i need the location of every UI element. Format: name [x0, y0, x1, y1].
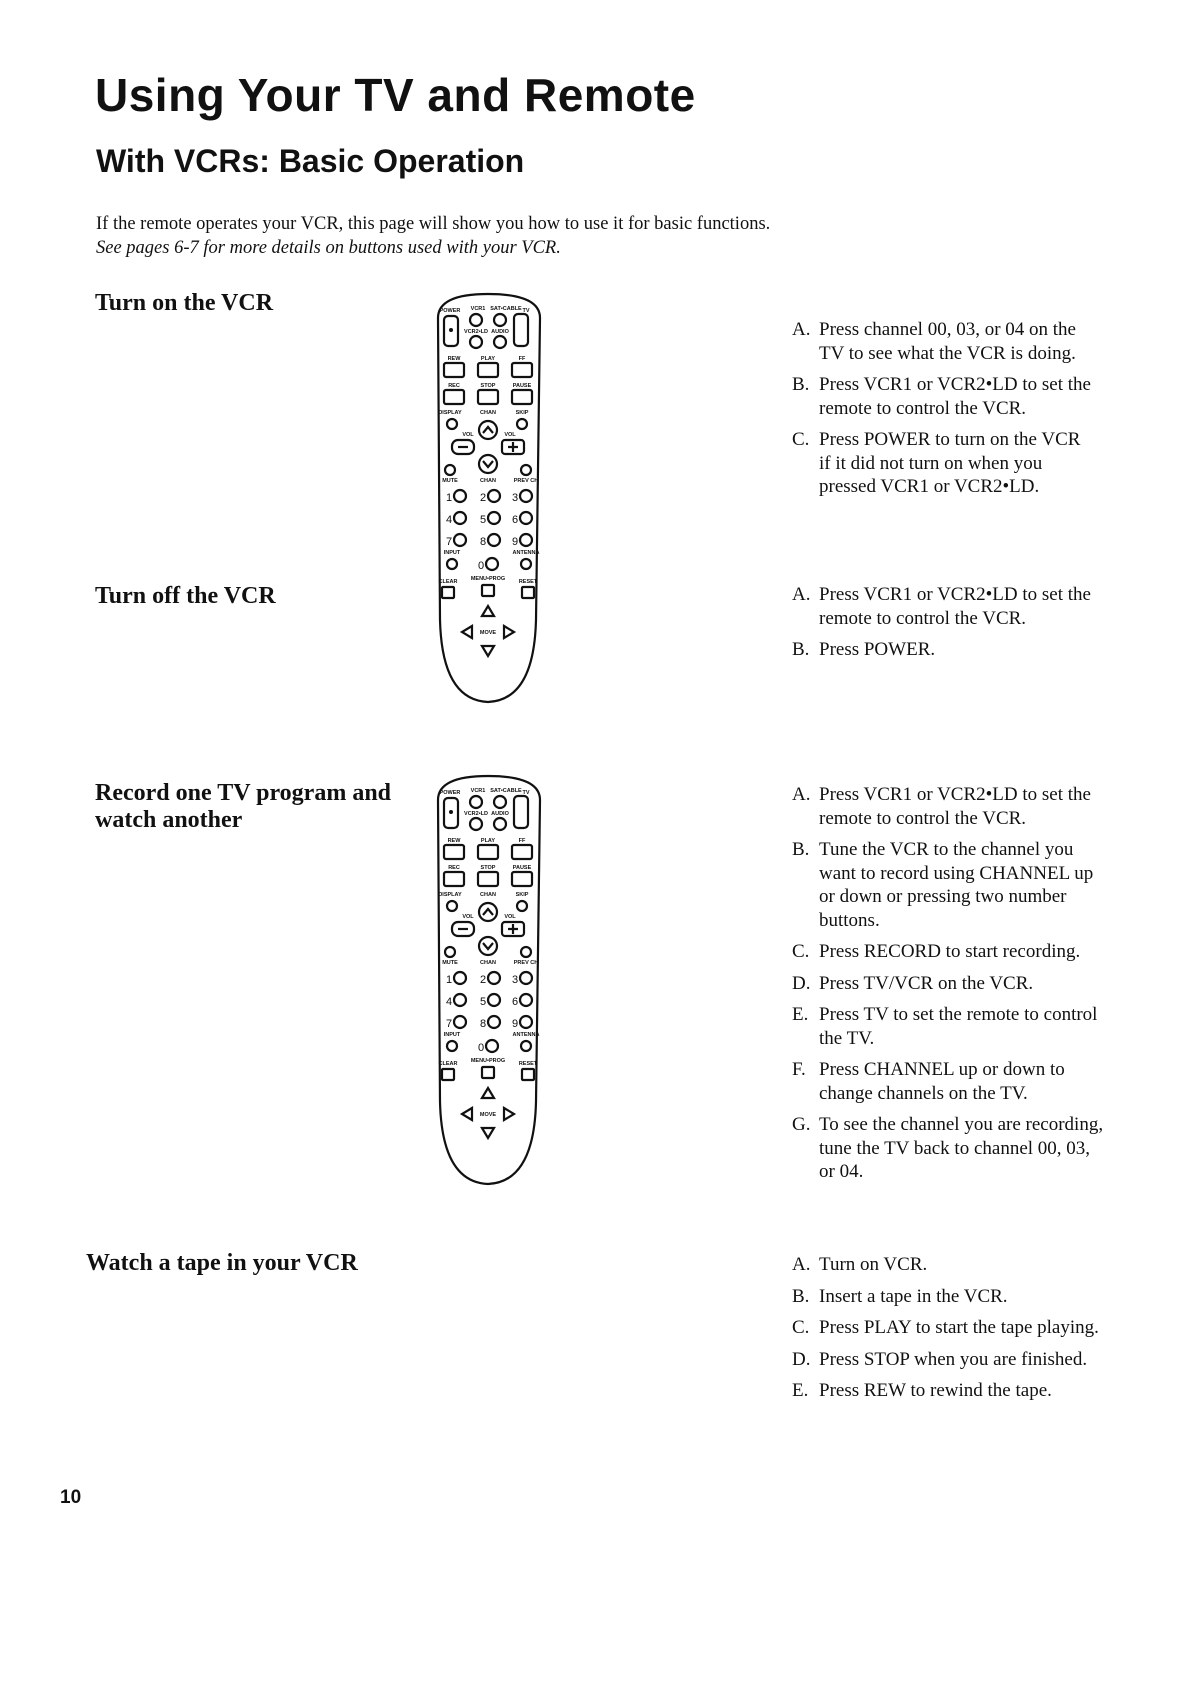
label-vol: VOL	[504, 432, 516, 438]
step-item: A. Press channel 00, 03, or 04 on the TV to see what the VCR is doing.	[792, 319, 1076, 364]
steps-turn-on	[792, 318, 1092, 507]
transport-button	[512, 390, 532, 404]
arrow-down-icon	[482, 1128, 494, 1138]
label-transport-bottom: REC	[448, 865, 460, 871]
digit-button	[520, 512, 532, 524]
label-menu-prog: MENU•PROG	[470, 1058, 506, 1064]
steps-watch-tape	[792, 1253, 1107, 1411]
section-heading-record-watch: Record one TV program and watch another	[95, 780, 392, 833]
label-transport-top: PLAY	[480, 838, 496, 844]
label-vcr2: VCR2•LD	[464, 811, 488, 817]
digit-label: 0	[478, 1042, 485, 1054]
tv-button	[514, 314, 528, 346]
step-item: C. Press PLAY to start the tape playing.	[792, 1317, 1099, 1338]
label-vol: VOL	[462, 914, 474, 920]
menu-button	[482, 585, 494, 596]
label-transport-bottom: REC	[448, 383, 460, 389]
power-dot	[449, 810, 453, 814]
transport-button	[512, 872, 532, 886]
digit-button	[488, 490, 500, 502]
digit-button	[520, 994, 532, 1006]
prev-ch-button	[521, 465, 531, 475]
label-input: INPUT	[443, 550, 461, 556]
label-display: DISPLAY	[438, 410, 462, 416]
chan-down-icon	[483, 461, 493, 467]
digit-label: 8	[480, 536, 487, 548]
remote-diagram-bottom	[418, 772, 558, 1202]
arrow-left-icon	[462, 626, 472, 638]
label-tv: TV	[522, 790, 530, 796]
digit-button	[488, 972, 500, 984]
vcr1-button	[470, 796, 482, 808]
label-reset: RESET	[518, 1061, 538, 1067]
reset-button	[522, 1069, 534, 1080]
label-menu-prog: MENU•PROG	[470, 576, 506, 582]
chan-down-icon	[483, 943, 493, 949]
vcr2-button	[470, 336, 482, 348]
label-transport-top: FF	[518, 838, 526, 844]
step-item: D. Press STOP when you are finished.	[792, 1348, 1088, 1370]
label-vcr1: VCR1	[470, 306, 486, 312]
reset-button	[522, 587, 534, 598]
label-skip: SKIP	[515, 410, 529, 416]
label-chan: CHAN	[480, 478, 496, 484]
input-button	[447, 559, 457, 569]
label-chan: CHAN	[480, 892, 496, 898]
arrow-up-icon	[482, 606, 494, 616]
transport-button	[444, 872, 464, 886]
transport-button	[512, 845, 532, 859]
label-input: INPUT	[443, 1032, 461, 1038]
step-item: B. Tune the VCR to the channel you want to record using CHANNEL up or down or pressing two number buttons.	[792, 839, 1094, 931]
power-dot	[449, 328, 453, 332]
digit-label: 6	[512, 514, 519, 526]
label-reset: RESET	[518, 579, 538, 585]
clear-button	[442, 1069, 454, 1080]
step-item: E. Press REW to rewind the tape.	[792, 1380, 1052, 1401]
label-transport-bottom: STOP	[480, 865, 496, 871]
transport-button	[512, 363, 532, 377]
remote-diagram-top	[418, 290, 558, 720]
label-move: MOVE	[479, 630, 497, 636]
step-item: C. Press RECORD to start recording.	[792, 941, 1081, 962]
digit-label: 6	[512, 996, 519, 1008]
label-transport-top: PLAY	[480, 356, 496, 362]
digit-button	[454, 972, 466, 984]
digit-label: 5	[480, 996, 487, 1008]
digit-button	[454, 994, 466, 1006]
plus-icon	[508, 442, 518, 452]
label-transport-bottom: PAUSE	[512, 865, 532, 871]
step-item: F. Press CHANNEL up or down to change channels on the TV.	[792, 1059, 1065, 1104]
label-sat-cable: SAT•CABLE	[490, 788, 522, 794]
step-item: A. Press VCR1 or VCR2•LD to set the remote to control the VCR.	[792, 784, 1091, 829]
digit-button	[486, 558, 498, 570]
digit-button	[488, 1016, 500, 1028]
step-item: B. Press VCR1 or VCR2•LD to set the remote to control the VCR.	[792, 374, 1091, 419]
chan-down-button	[479, 455, 497, 473]
transport-button	[444, 363, 464, 377]
tv-button	[514, 796, 528, 828]
digit-label: 8	[480, 1018, 487, 1030]
arrow-left-icon	[462, 1108, 472, 1120]
label-transport-top: REW	[447, 356, 461, 362]
arrow-right-icon	[504, 626, 514, 638]
prev-ch-button	[521, 947, 531, 957]
digit-label: 9	[512, 536, 519, 548]
steps-turn-off	[792, 583, 1122, 670]
chan-down-button	[479, 937, 497, 955]
label-prev-ch: PREV CH	[513, 478, 539, 484]
label-chan: CHAN	[480, 410, 496, 416]
skip-button	[517, 901, 527, 911]
transport-button	[478, 390, 498, 404]
digit-label: 1	[446, 492, 453, 504]
digit-button	[520, 972, 532, 984]
page-title: Using Your TV and Remote	[95, 69, 696, 121]
step-item: B. Insert a tape in the VCR.	[792, 1285, 1008, 1307]
label-clear: CLEAR	[438, 579, 458, 585]
digit-label: 4	[446, 514, 453, 526]
section-heading-turn-on: Turn on the VCR	[95, 290, 274, 316]
audio-button	[494, 336, 506, 348]
digit-button	[520, 534, 532, 546]
digit-label: 7	[446, 1018, 453, 1030]
digit-label: 3	[512, 974, 519, 986]
label-mute: MUTE	[442, 478, 458, 484]
intro-reference: See pages 6-7 for more details on buttons used with your VCR.	[96, 238, 561, 258]
label-tv: TV	[522, 308, 530, 314]
label-vol: VOL	[504, 914, 516, 920]
step-item: G. To see the channel you are recording, tune the TV back to channel 00, 03, or 04.	[792, 1114, 1104, 1182]
section-heading-watch-tape: Watch a tape in your VCR	[86, 1250, 358, 1276]
intro-text: If the remote operates your VCR, this page will show you how to use it for basic functions.	[96, 214, 771, 234]
digit-button	[454, 534, 466, 546]
step-item: A. Press VCR1 or VCR2•LD to set the remote to control the VCR.	[792, 584, 1091, 629]
digit-label: 3	[512, 492, 519, 504]
digit-label: 7	[446, 536, 453, 548]
chan-up-icon	[483, 909, 493, 915]
digit-button	[454, 512, 466, 524]
chan-up-button	[479, 421, 497, 439]
digit-button	[488, 534, 500, 546]
label-clear: CLEAR	[438, 1061, 458, 1067]
step-item: C. Press POWER to turn on the VCR if it did not turn on when you pressed VCR1 or VCR2•LD.	[792, 429, 1081, 497]
digit-label: 5	[480, 514, 487, 526]
skip-button	[517, 419, 527, 429]
digit-label: 4	[446, 996, 453, 1008]
plus-icon	[508, 924, 518, 934]
label-transport-top: REW	[447, 838, 461, 844]
transport-button	[444, 390, 464, 404]
menu-button	[482, 1067, 494, 1078]
transport-button	[478, 363, 498, 377]
label-vol: VOL	[462, 432, 474, 438]
label-audio: AUDIO	[491, 329, 509, 335]
step-item: D. Press TV/VCR on the VCR.	[792, 972, 1034, 994]
label-mute: MUTE	[442, 960, 458, 966]
chan-up-button	[479, 903, 497, 921]
mute-button	[445, 947, 455, 957]
label-chan: CHAN	[480, 960, 496, 966]
steps-record-watch	[792, 783, 1107, 1192]
transport-button	[478, 845, 498, 859]
digit-label: 0	[478, 560, 485, 572]
antenna-button	[521, 1041, 531, 1051]
label-vcr2: VCR2•LD	[464, 329, 488, 335]
label-vcr1: VCR1	[470, 788, 486, 794]
sat-cable-button	[494, 314, 506, 326]
vcr1-button	[470, 314, 482, 326]
chan-up-icon	[483, 427, 493, 433]
intro-paragraph	[96, 212, 796, 260]
transport-button	[478, 872, 498, 886]
digit-button	[454, 490, 466, 502]
label-antenna: ANTENNA	[512, 1032, 540, 1038]
sat-cable-button	[494, 796, 506, 808]
label-move: MOVE	[479, 1112, 497, 1118]
label-transport-bottom: PAUSE	[512, 383, 532, 389]
label-display: DISPLAY	[438, 892, 462, 898]
digit-label: 9	[512, 1018, 519, 1030]
audio-button	[494, 818, 506, 830]
antenna-button	[521, 559, 531, 569]
digit-label: 1	[446, 974, 453, 986]
digit-button	[454, 1016, 466, 1028]
label-power: POWER	[439, 308, 461, 314]
label-antenna: ANTENNA	[512, 550, 540, 556]
transport-button	[444, 845, 464, 859]
step-item: B. Press POWER.	[792, 639, 936, 660]
arrow-up-icon	[482, 1088, 494, 1098]
label-transport-top: FF	[518, 356, 526, 362]
digit-button	[520, 1016, 532, 1028]
label-skip: SKIP	[515, 892, 529, 898]
label-sat-cable: SAT•CABLE	[490, 306, 522, 312]
display-button	[447, 901, 457, 911]
clear-button	[442, 587, 454, 598]
digit-button	[486, 1040, 498, 1052]
digit-label: 2	[480, 974, 487, 986]
vcr2-button	[470, 818, 482, 830]
page-number: 10	[60, 1487, 82, 1508]
input-button	[447, 1041, 457, 1051]
display-button	[447, 419, 457, 429]
mute-button	[445, 465, 455, 475]
label-transport-bottom: STOP	[480, 383, 496, 389]
arrow-right-icon	[504, 1108, 514, 1120]
digit-button	[488, 512, 500, 524]
label-power: POWER	[439, 790, 461, 796]
page-subtitle: With VCRs: Basic Operation	[96, 143, 525, 179]
digit-button	[520, 490, 532, 502]
step-item: A. Turn on VCR.	[792, 1254, 928, 1275]
arrow-down-icon	[482, 646, 494, 656]
digit-button	[488, 994, 500, 1006]
label-prev-ch: PREV CH	[513, 960, 539, 966]
section-heading-turn-off: Turn off the VCR	[95, 583, 276, 609]
step-item: E. Press TV to set the remote to control the TV.	[792, 1004, 1098, 1049]
digit-label: 2	[480, 492, 487, 504]
label-audio: AUDIO	[491, 811, 509, 817]
